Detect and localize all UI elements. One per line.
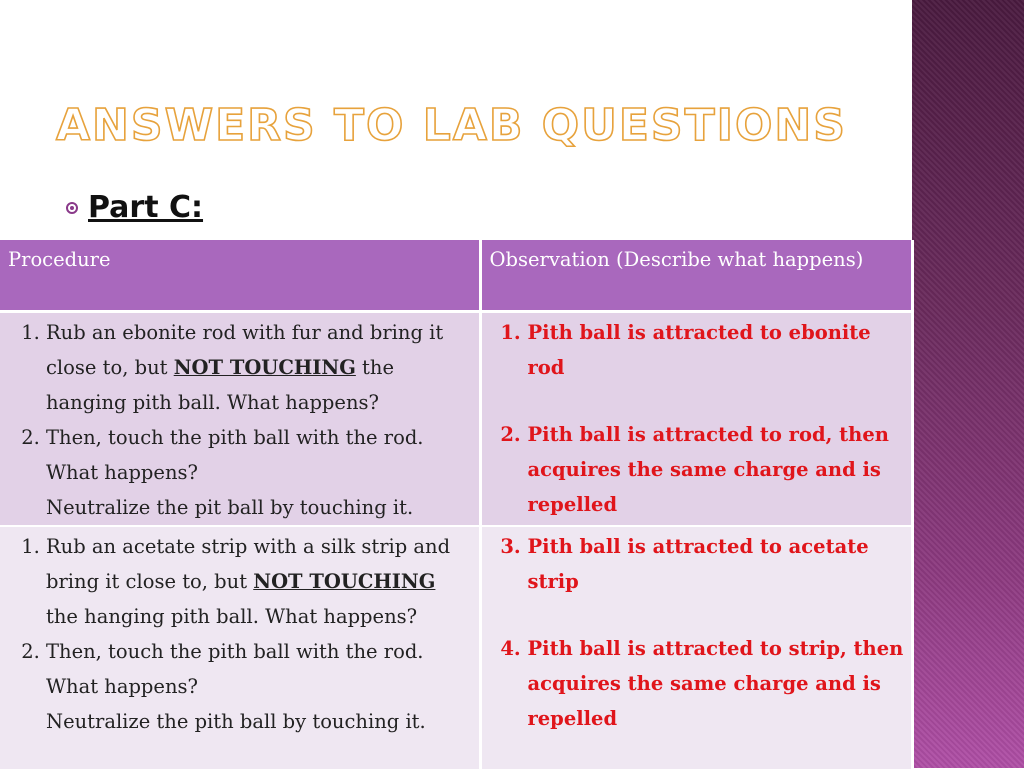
- procedure-cell: [0, 526, 480, 770]
- part-label: Part C:: [88, 190, 204, 225]
- observation-list: [488, 315, 905, 522]
- procedure-step: 1. Rub an acetate strip with a silk strip and bring it close to, but NOT TOUCHING the hanging pith ball. What happens?: [46, 529, 473, 634]
- header-procedure: Procedure: [0, 240, 480, 312]
- table-header-row: [0, 240, 912, 312]
- emphasis-text: NOT TOUCHING: [253, 570, 436, 593]
- procedure-step: 2. Then, touch the pith ball with the rod. What happens?: [46, 420, 473, 490]
- table-row: [0, 312, 912, 527]
- observation-item: 3. Pith ball is attracted to acetate strip: [528, 529, 905, 599]
- lab-table: [0, 240, 914, 771]
- circle-bullet-icon: [66, 202, 78, 214]
- slide-title: ANSWERS TO LAB QUESTIONS: [56, 100, 847, 151]
- header-observation: Observation (Describe what happens): [480, 240, 912, 312]
- procedure-cell: [0, 312, 480, 527]
- spacer: [528, 385, 905, 417]
- procedure-list: [6, 529, 473, 739]
- procedure-list: [6, 315, 473, 525]
- table-row: [0, 526, 912, 770]
- observation-item: 1. Pith ball is attracted to ebonite rod: [528, 315, 905, 385]
- observation-item: 2. Pith ball is attracted to rod, then acquires the same charge and is repelled: [528, 417, 905, 522]
- emphasis-text: NOT TOUCHING: [173, 356, 356, 379]
- observation-item: 4. Pith ball is attracted to strip, then acquires the same charge and is repelled: [528, 631, 905, 736]
- spacer: [528, 599, 905, 631]
- procedure-step: 2. Then, touch the pith ball with the rod. What happens?: [46, 634, 473, 704]
- procedure-step: 1. Rub an ebonite rod with fur and bring it close to, but NOT TOUCHING the hanging pith ball. What happens?: [46, 315, 473, 420]
- observation-list: [488, 529, 905, 736]
- procedure-note: Neutralize the pit ball by touching it.: [46, 496, 414, 519]
- bullet-row: [66, 190, 203, 225]
- observation-cell: [480, 526, 912, 770]
- decorative-sidebar: [912, 0, 1024, 768]
- procedure-note: Neutralize the pith ball by touching it.: [46, 710, 426, 733]
- observation-cell: [480, 312, 912, 527]
